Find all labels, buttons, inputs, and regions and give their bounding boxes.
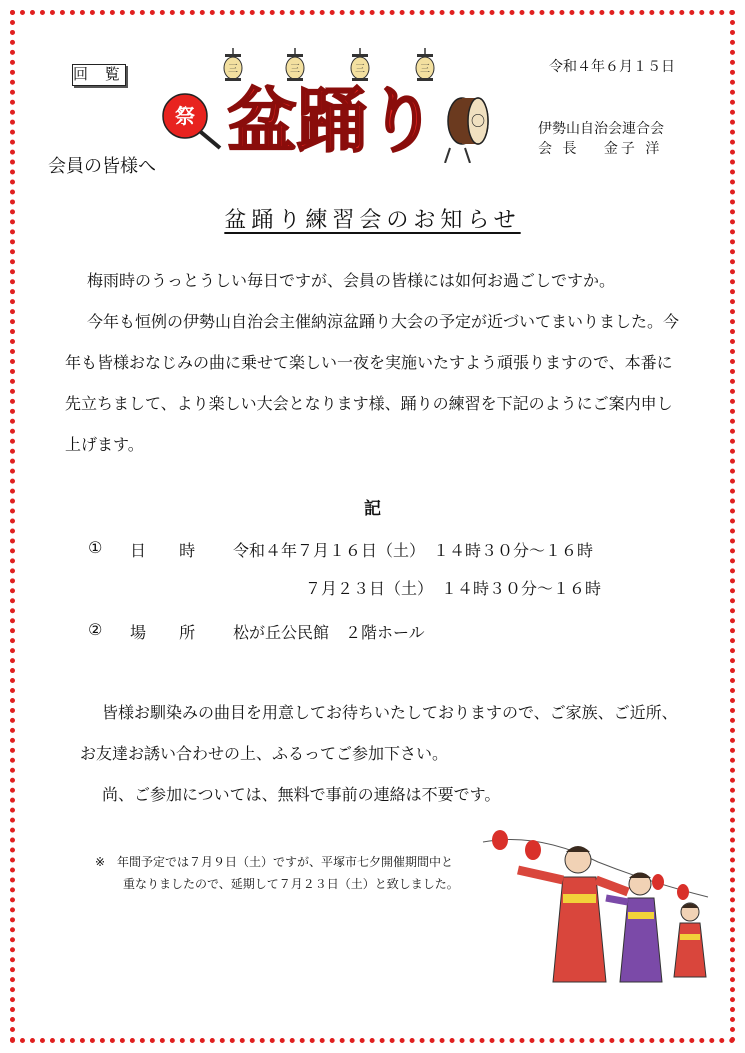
item-number: ②	[88, 620, 103, 639]
organization-name: 伊勢山自治会連合会	[538, 121, 664, 137]
svg-text:三: 三	[420, 64, 430, 75]
lantern-icon	[351, 48, 369, 81]
svg-text:三: 三	[355, 64, 365, 75]
document-date: 令和４年６月１５日	[549, 59, 675, 75]
lantern-icon	[492, 830, 508, 850]
greeting: 会員の皆様へ	[48, 156, 156, 177]
item-label-place: 場 所	[130, 623, 210, 642]
item-number: ①	[88, 538, 103, 557]
page-title: 盆踊り練習会のお知らせ	[224, 208, 521, 233]
svg-text:〇: 〇	[471, 114, 485, 130]
bon-odori-logo	[160, 48, 490, 163]
item-value-place: 松が丘公民館 ２階ホール	[233, 623, 425, 642]
representative-name: 会 長 金子 洋	[538, 141, 663, 157]
dancer-figure	[674, 903, 706, 977]
item-label-datetime: 日 時	[130, 541, 210, 560]
taiko-drum-icon	[445, 98, 488, 163]
ki-heading: 記	[364, 499, 381, 519]
lantern-icon	[525, 840, 541, 860]
footnote-line-1: ※ 年間予定では７月９日（土）ですが、平塚市七夕開催期間中と	[95, 855, 454, 869]
item-value-datetime-2: ７月２３日（土） １４時３０分～１６時	[305, 579, 602, 598]
svg-text:三: 三	[290, 64, 300, 75]
paragraph-free-notice: 尚、ご参加については、無料で事前の連絡は不要です。	[102, 785, 501, 804]
lantern-icon	[652, 874, 664, 890]
lantern-icon	[416, 48, 434, 81]
svg-text:祭: 祭	[175, 104, 195, 128]
fan-icon	[163, 94, 220, 148]
logo-text: 盆踊り	[227, 80, 437, 162]
footnote-line-2: 重なりましたので、延期して７月２３日（土）と致しました。	[123, 877, 459, 891]
paragraph-intro: 梅雨時のうっとうしい毎日ですが、会員の皆様には如何お過ごしですか。	[87, 271, 616, 290]
paragraph-invitation: 皆様お馴染みの曲目を用意してお待ちいたしておりますので、ご家族、ご近所、お友達お誘い合わせの上、ふるってご参加下さい。	[80, 703, 678, 763]
lantern-icon	[224, 48, 242, 81]
dancers-illustration	[478, 822, 713, 1002]
svg-text:三: 三	[228, 64, 238, 75]
circular-tag: 回 覧	[72, 64, 126, 86]
dancer-figure	[518, 846, 628, 982]
paragraph-announcement: 今年も恒例の伊勢山自治会主催納涼盆踊り大会の予定が近づいてまいりました。今年も皆様おなじみの曲に乗せて楽しい一夜を実施いたすよう頑張りますので、本番に先立ちまして、より楽しい大会となります様、踊りの練習を下記のようにご案内申し上げます。	[65, 312, 680, 454]
lantern-icon	[286, 48, 304, 81]
lantern-icon	[677, 884, 689, 900]
item-value-datetime-1: 令和４年７月１６日（土） １４時３０分～１６時	[233, 541, 594, 560]
